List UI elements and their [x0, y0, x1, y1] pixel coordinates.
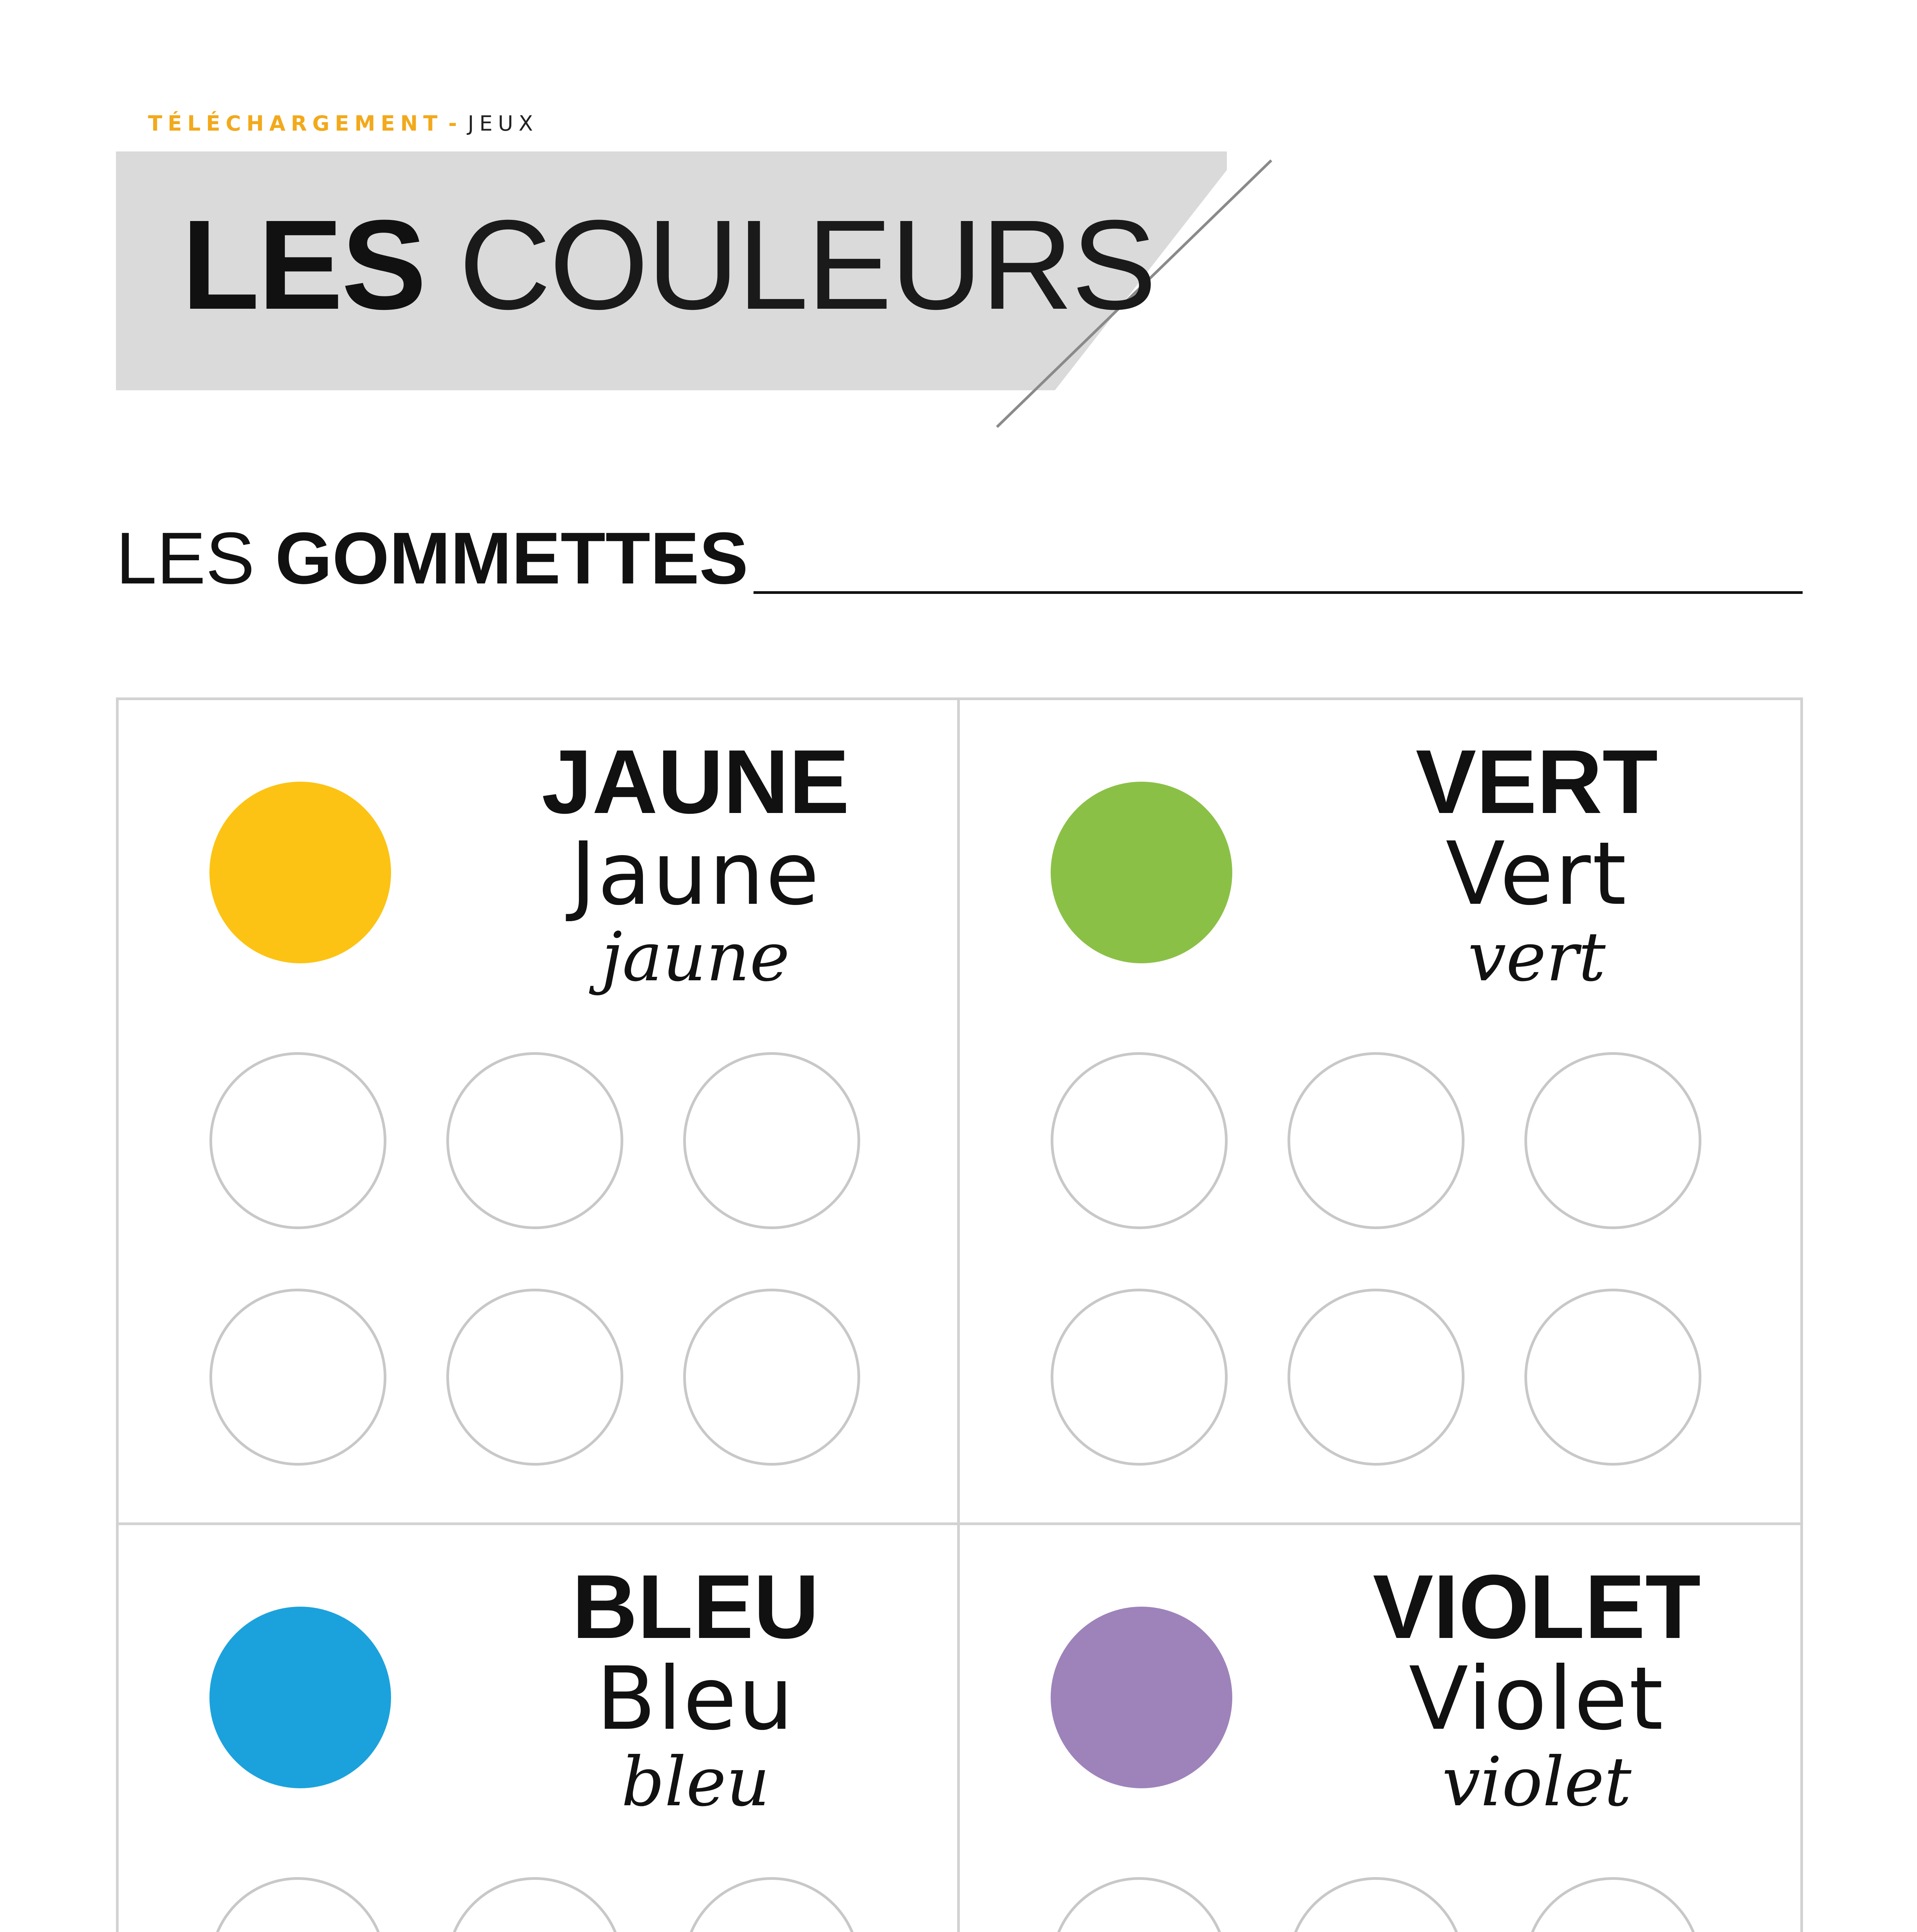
- sticker-slot[interactable]: [1288, 1289, 1465, 1466]
- color-name-capitalized: Violet: [1408, 1648, 1665, 1750]
- section-heading: [116, 517, 748, 599]
- color-cell-jaune: [116, 697, 958, 1524]
- section-heading-light: LES: [116, 517, 255, 599]
- color-cell-violet: [957, 1522, 1800, 1932]
- color-name-capitalized: Jaune: [570, 823, 821, 925]
- sticker-slot[interactable]: [683, 1877, 860, 1932]
- breadcrumb-main: TÉLÉCHARGEMENT: [148, 111, 443, 136]
- color-name-cursive: violet: [1442, 1743, 1632, 1821]
- color-swatch: [209, 1607, 391, 1788]
- color-cell-bleu: [116, 1522, 958, 1932]
- sticker-slot[interactable]: [1524, 1052, 1701, 1229]
- breadcrumb-separator: -: [448, 111, 463, 136]
- color-cell-vert: [957, 697, 1800, 1524]
- color-swatch: [1051, 782, 1232, 963]
- page-title-light: COULEURS: [459, 193, 1155, 336]
- section-rule: [754, 591, 1803, 594]
- breadcrumb-sub: JEUX: [468, 111, 539, 136]
- color-name-cursive: bleu: [621, 1743, 770, 1821]
- color-name-cursive: jaune: [601, 918, 790, 997]
- sticker-slot[interactable]: [683, 1052, 860, 1229]
- color-swatch: [209, 782, 391, 963]
- color-name-uppercase: VIOLET: [1373, 1556, 1701, 1657]
- sticker-slot[interactable]: [209, 1877, 386, 1932]
- sticker-slot[interactable]: [1051, 1877, 1228, 1932]
- section-heading-bold: GOMMETTES: [275, 517, 748, 599]
- sticker-slot[interactable]: [1524, 1289, 1701, 1466]
- sticker-slot[interactable]: [209, 1289, 386, 1466]
- sticker-slot[interactable]: [683, 1289, 860, 1466]
- color-name-cursive: vert: [1468, 918, 1606, 997]
- sticker-slot[interactable]: [1051, 1289, 1228, 1466]
- color-name-uppercase: VERT: [1415, 731, 1658, 832]
- color-name-capitalized: Bleu: [596, 1648, 795, 1750]
- sticker-slot[interactable]: [1051, 1052, 1228, 1229]
- sticker-slot[interactable]: [1288, 1877, 1465, 1932]
- sticker-slot[interactable]: [446, 1289, 623, 1466]
- color-name-uppercase: JAUNE: [541, 731, 850, 832]
- sticker-slot[interactable]: [446, 1052, 623, 1229]
- color-name-uppercase: BLEU: [572, 1556, 819, 1657]
- page-title: [182, 193, 1155, 336]
- sticker-slot[interactable]: [209, 1052, 386, 1229]
- sticker-slot[interactable]: [446, 1877, 623, 1932]
- color-name-capitalized: Vert: [1446, 823, 1628, 925]
- sticker-slot[interactable]: [1288, 1052, 1465, 1229]
- sticker-slot[interactable]: [1524, 1877, 1701, 1932]
- color-swatch: [1051, 1607, 1232, 1788]
- page-title-bold: LES: [182, 193, 425, 336]
